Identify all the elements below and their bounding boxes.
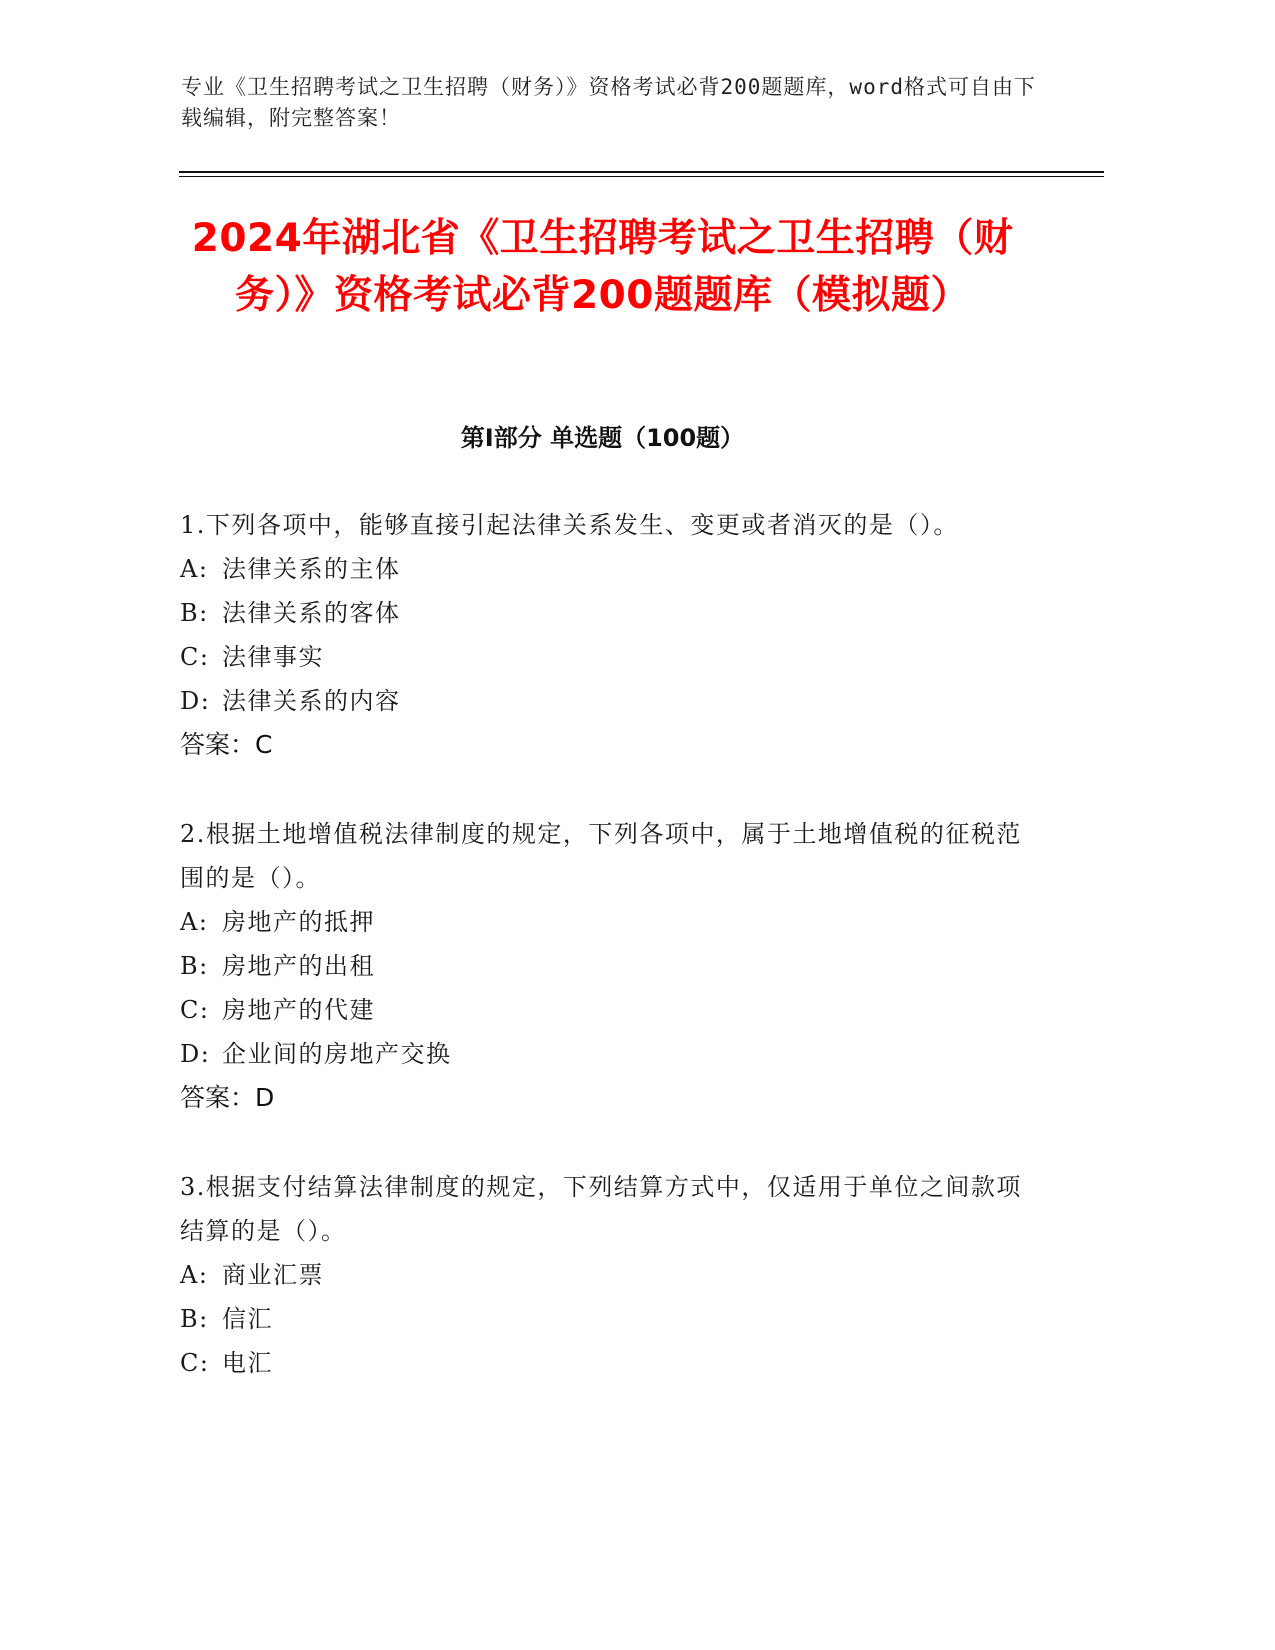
option-text: 法律关系的客体 xyxy=(222,599,401,627)
option-a xyxy=(180,1253,1040,1297)
option-text: 企业间的房地产交换 xyxy=(222,1040,452,1068)
option-key: B: xyxy=(180,599,209,627)
option-text: 房地产的抵押 xyxy=(222,908,375,936)
option-text: 法律事实 xyxy=(222,643,324,671)
option-c xyxy=(180,635,1040,679)
option-b xyxy=(180,591,1040,635)
option-key: A: xyxy=(180,555,209,583)
option-c xyxy=(180,988,1040,1032)
answer-line xyxy=(180,723,1040,767)
question-text: 3.根据支付结算法律制度的规定，下列结算方式中，仅适用于单位之间款项结算的是（）。 xyxy=(180,1173,1022,1245)
option-a xyxy=(180,547,1040,591)
answer-label: 答案： xyxy=(180,1083,256,1112)
question-text: 1.下列各项中，能够直接引起法律关系发生、变更或者消灭的是（）。 xyxy=(180,511,959,539)
header-note: 专业《卫生招聘考试之卫生招聘（财务）》资格考试必背200题题库，word格式可自由下载编辑，附完整答案！ xyxy=(181,75,1036,130)
option-d xyxy=(180,1032,1040,1076)
option-key: C: xyxy=(180,1349,210,1377)
question-2 xyxy=(180,812,1040,1120)
option-key: B: xyxy=(180,1305,209,1333)
document-title: 2024年湖北省《卫生招聘考试之卫生招聘（财务）》资格考试必背200题题库（模拟题） xyxy=(191,216,1014,318)
option-key: D: xyxy=(180,687,211,715)
option-b xyxy=(180,1297,1040,1341)
section-heading: 第Ⅰ部分 单选题（100题） xyxy=(460,424,745,452)
option-text: 电汇 xyxy=(222,1349,273,1377)
option-text: 信汇 xyxy=(222,1305,273,1333)
option-key: A: xyxy=(180,1261,209,1289)
question-list xyxy=(180,503,1040,1430)
question-text: 2.根据土地增值税法律制度的规定，下列各项中，属于土地增值税的征税范围的是（）。 xyxy=(180,820,1022,892)
option-key: D: xyxy=(180,1040,211,1068)
option-text: 法律关系的内容 xyxy=(222,687,401,715)
option-key: B: xyxy=(180,952,209,980)
answer-value: D xyxy=(255,1083,275,1112)
option-d xyxy=(180,679,1040,723)
answer-label: 答案： xyxy=(180,730,256,759)
option-text: 法律关系的主体 xyxy=(222,555,401,583)
option-key: C: xyxy=(180,996,210,1024)
option-key: C: xyxy=(180,643,210,671)
header-divider xyxy=(179,171,1104,173)
option-b xyxy=(180,944,1040,988)
option-text: 房地产的出租 xyxy=(222,952,375,980)
header-divider-thin xyxy=(179,176,1104,177)
answer-line xyxy=(180,1076,1040,1120)
question-1 xyxy=(180,503,1040,767)
answer-value: C xyxy=(255,730,273,759)
option-text: 商业汇票 xyxy=(222,1261,324,1289)
option-c xyxy=(180,1341,1040,1385)
question-3 xyxy=(180,1165,1040,1385)
option-key: A: xyxy=(180,908,209,936)
option-a xyxy=(180,900,1040,944)
option-text: 房地产的代建 xyxy=(222,996,375,1024)
